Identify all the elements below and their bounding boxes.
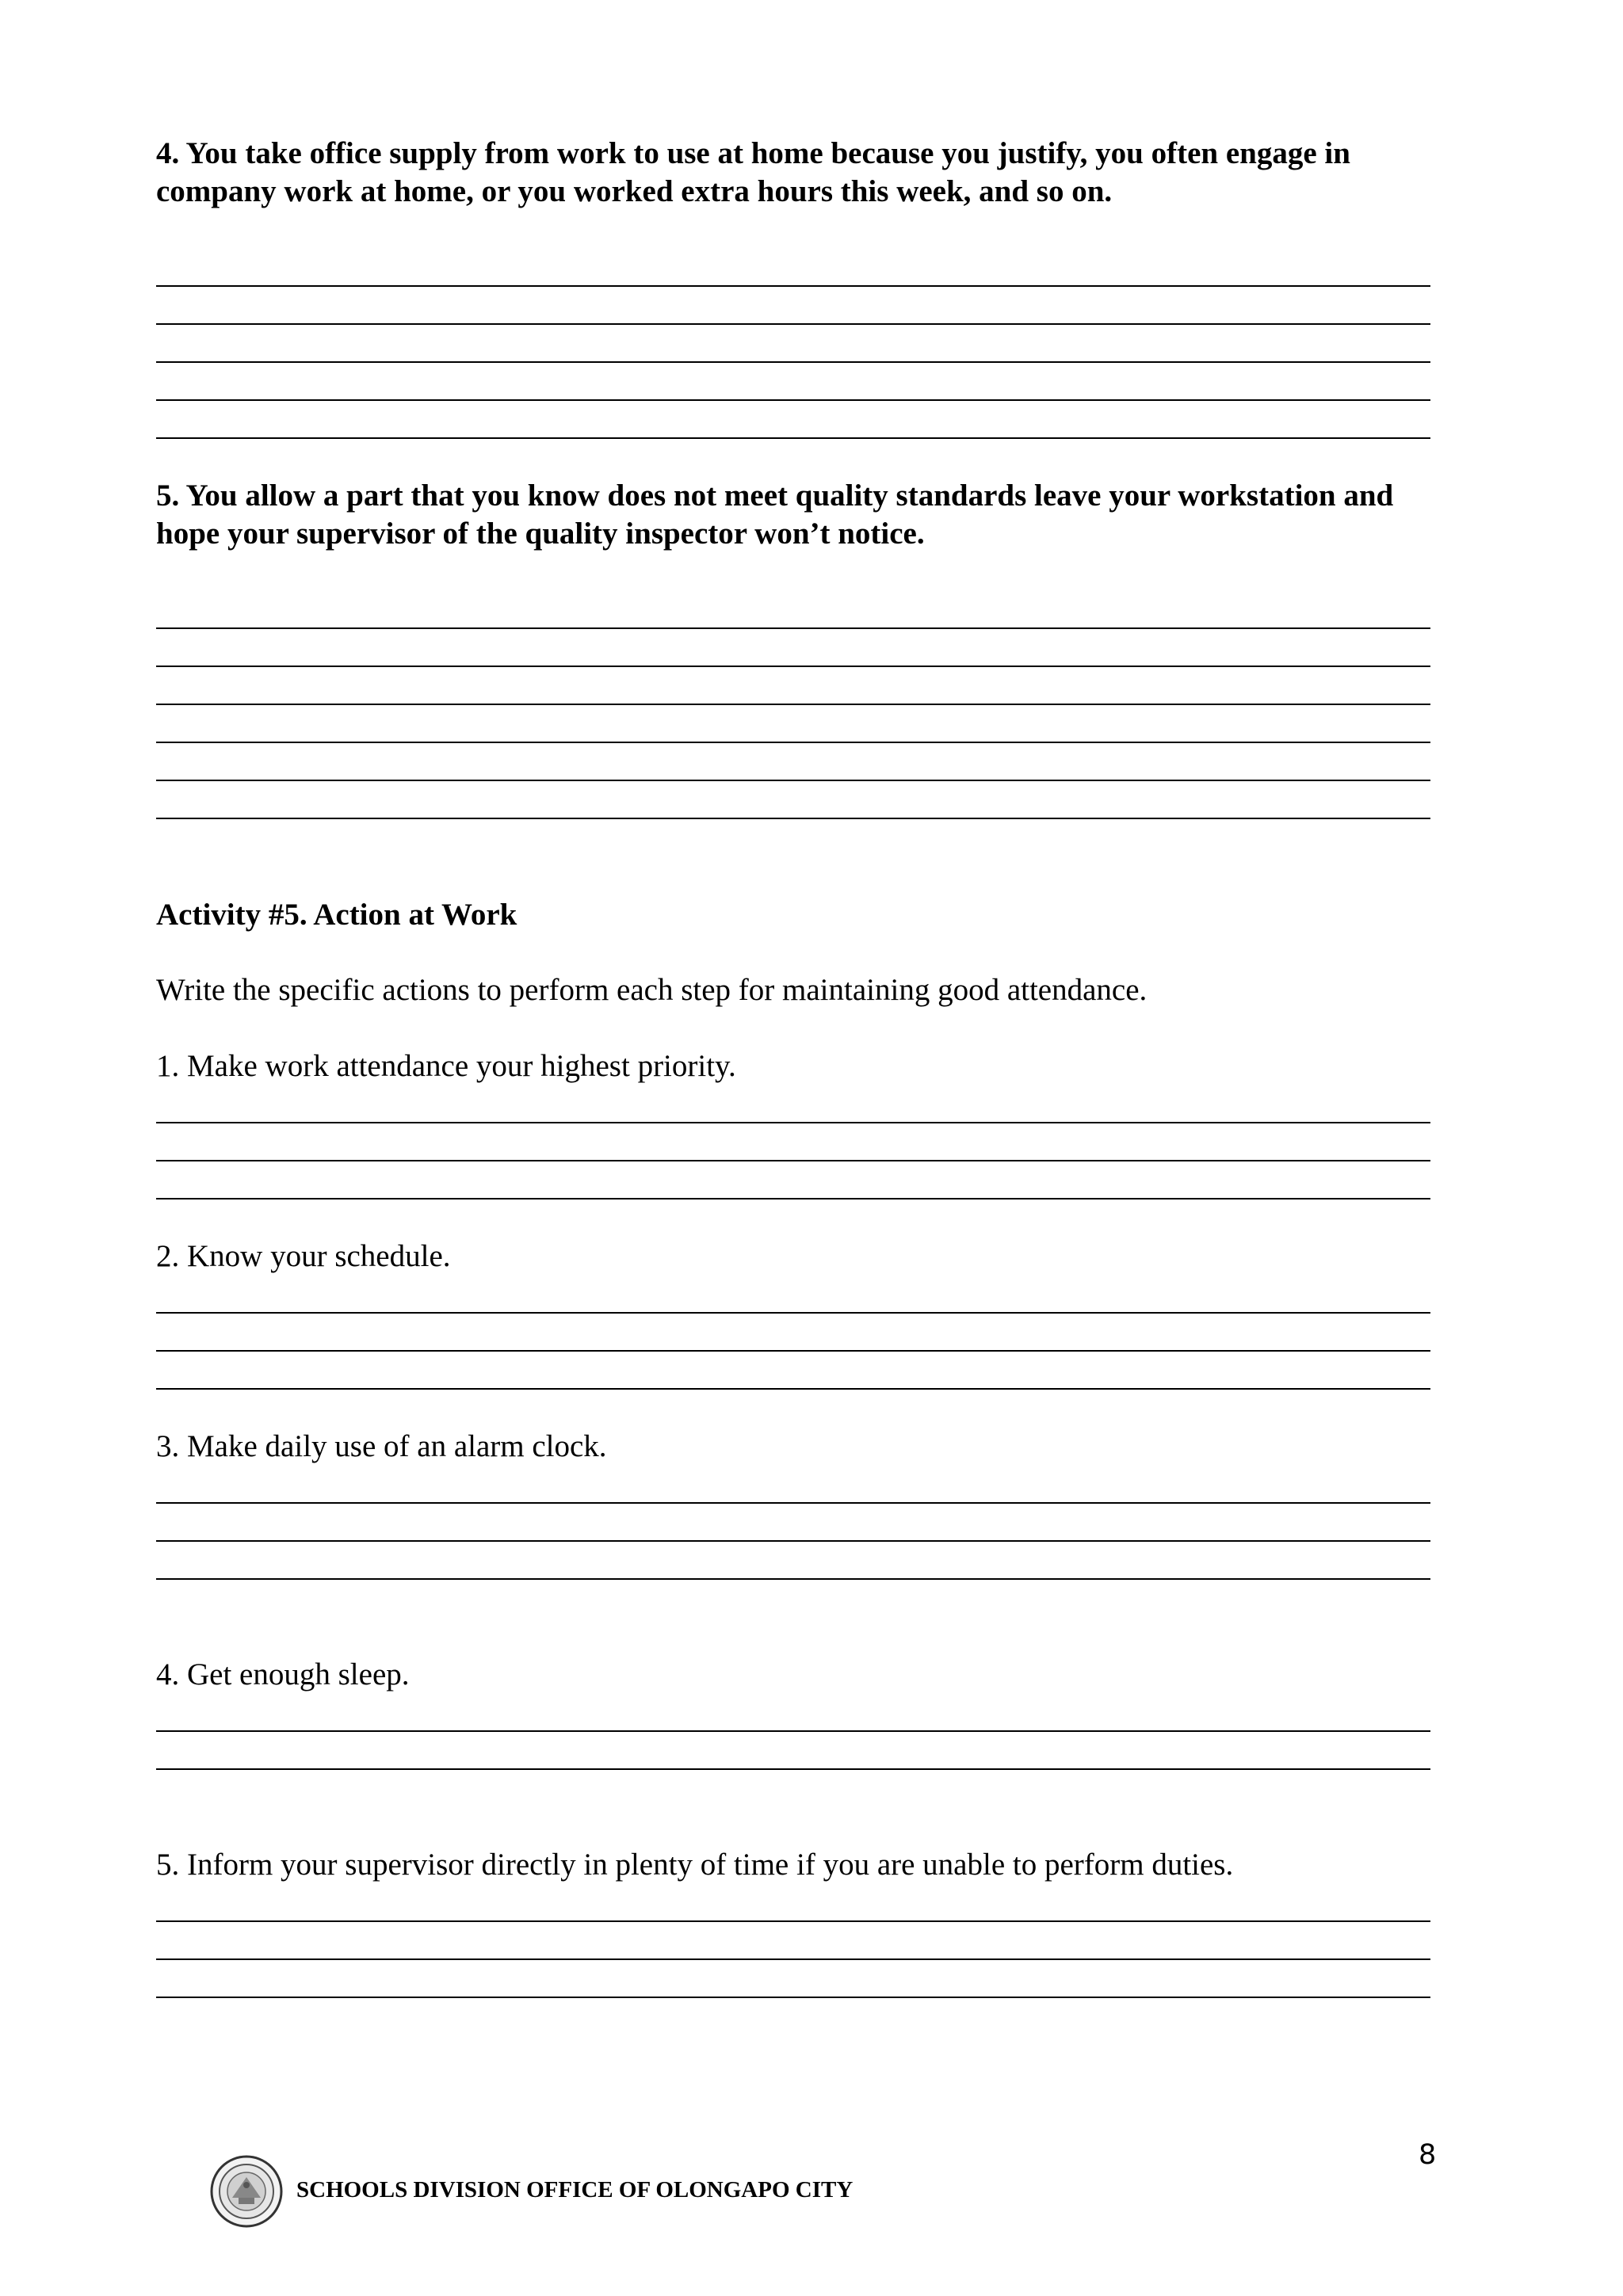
page-number: 8 xyxy=(1419,2139,1437,2171)
footer-office-name: SCHOOLS DIVISION OFFICE OF OLONGAPO CITY xyxy=(296,2177,854,2203)
step-5-text: 5. Inform your supervisor directly in plenty of time if you are unable to perform duties. xyxy=(156,1848,1234,1882)
answer-line xyxy=(156,1768,1430,1770)
answer-line xyxy=(156,1160,1430,1161)
division-seal-icon xyxy=(208,2153,285,2229)
answer-line xyxy=(156,1958,1430,1960)
answer-line xyxy=(156,704,1430,705)
step-2-text: 2. Know your schedule. xyxy=(156,1239,451,1273)
activity-instruction: Write the specific actions to perform each step for maintaining good attendance. xyxy=(156,973,1148,1007)
answer-line xyxy=(156,437,1430,439)
answer-line xyxy=(156,666,1430,667)
answer-line xyxy=(156,323,1430,325)
answer-line xyxy=(156,1997,1430,1998)
question-5-text: 5. You allow a part that you know does not meet quality standards leave your workstation and hope your supervisor of the quality inspector won’t notice. xyxy=(156,479,1394,551)
question-4-text: 4. You take office supply from work to use at home because you justify, you often engage in company work at home, or you worked extra hours this week, and so on. xyxy=(156,136,1350,208)
step-4-text: 4. Get enough sleep. xyxy=(156,1657,410,1691)
answer-line xyxy=(156,818,1430,819)
answer-line xyxy=(156,285,1430,287)
answer-line xyxy=(156,1122,1430,1123)
answer-line xyxy=(156,1920,1430,1922)
answer-line xyxy=(156,1388,1430,1390)
answer-line xyxy=(156,1198,1430,1199)
answer-line xyxy=(156,1540,1430,1542)
activity-title: Activity #5. Action at Work xyxy=(156,898,517,932)
answer-line xyxy=(156,399,1430,401)
answer-line xyxy=(156,1350,1430,1352)
step-3-text: 3. Make daily use of an alarm clock. xyxy=(156,1429,607,1463)
answer-line xyxy=(156,1502,1430,1504)
answer-line xyxy=(156,627,1430,629)
answer-line xyxy=(156,742,1430,743)
answer-line xyxy=(156,361,1430,363)
answer-line xyxy=(156,1578,1430,1580)
step-1-text: 1. Make work attendance your highest priority. xyxy=(156,1049,736,1083)
answer-line xyxy=(156,780,1430,781)
answer-line xyxy=(156,1312,1430,1314)
answer-line xyxy=(156,1730,1430,1732)
